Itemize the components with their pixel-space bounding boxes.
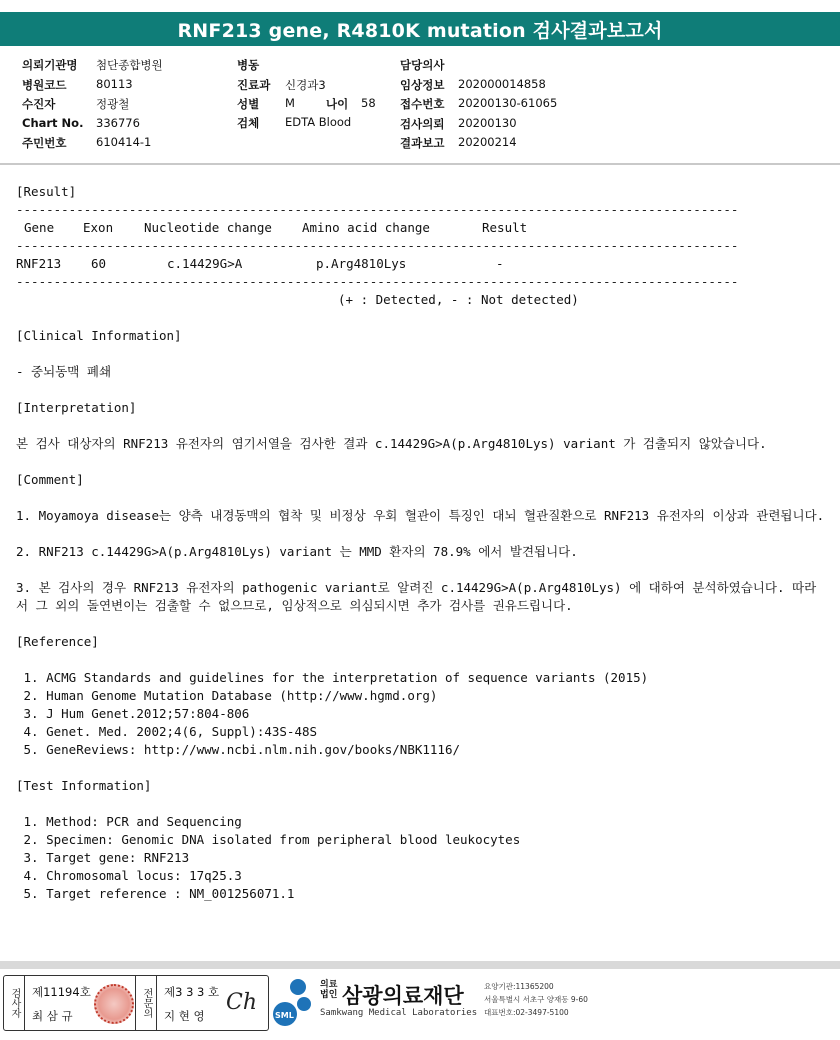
receipt-no-label: 접수번호 [400, 97, 445, 111]
hospital-code-label: 병원코드 [22, 78, 67, 92]
resident-no-value: 610414-1 [96, 135, 152, 149]
specialist-name: 지 현 영 [164, 1009, 205, 1023]
request-date-value: 20200130 [458, 116, 517, 130]
header-divider [0, 163, 840, 165]
institution-value: 첨단종합병원 [96, 58, 163, 72]
clinical-info-label: 임상정보 [400, 78, 445, 92]
org-phone: 대표번호:02-3497-5100 [484, 1008, 569, 1017]
list-item: 3. 본 검사의 경우 RNF213 유전자의 pathogenic variant로 알려진 c.14429G>A(p.Arg4810Lys) 에 대하여 분석하였습니다. 따라서 그 외의 돌연변이는 검출할 수 없으므로, 임상적으로 의심되시면 추가 검사를 권유드립니다. [16, 580, 817, 613]
report-date-label: 결과보고 [400, 136, 445, 150]
col-gene-header: Gene [24, 220, 55, 235]
examiner-label: 검사자 [4, 976, 25, 1030]
result-table-rule-top: ------------------------------------------------------------------------------------------------ [16, 202, 739, 217]
org-name: 삼광의료재단 [342, 984, 464, 1008]
signature-mark: Ch [226, 990, 258, 1015]
org-code: 요양기관:11365200 [484, 982, 554, 991]
age-value: 58 [361, 96, 376, 110]
result-table-rule-bottom: ------------------------------------------------------------------------------------------------ [16, 274, 739, 289]
request-date-label: 검사의뢰 [400, 117, 445, 131]
result-legend: (+ : Detected, - : Not detected) [338, 292, 579, 307]
specimen-label: 검체 [237, 116, 260, 130]
list-item: 3. Target gene: RNF213 [16, 850, 190, 865]
list-item: 2. RNF213 c.14429G>A(p.Arg4810Lys) variant 는 MMD 환자의 78.9% 에서 발견됩니다. [16, 544, 578, 559]
examiner-name: 최 삼 규 [32, 1009, 73, 1023]
list-item: 4. Genet. Med. 2002;4(6, Suppl):43S-48S [16, 724, 318, 739]
patient-info-panel [0, 55, 840, 163]
table-row [16, 255, 826, 273]
test-info-heading: [Test Information] [16, 778, 152, 793]
signature-box [3, 975, 269, 1031]
list-item: 2. Specimen: Genomic DNA isolated from peripheral blood leukocytes [16, 832, 521, 847]
institution-label: 의뢰기관명 [22, 58, 78, 72]
resident-no-label: 주민번호 [22, 136, 67, 150]
result-table-rule-mid: ------------------------------------------------------------------------------------------------ [16, 238, 739, 253]
org-meta [484, 980, 588, 1019]
report-body [16, 183, 826, 903]
age-label: 나이 [326, 97, 349, 111]
specialist-label: 전문의 [135, 976, 157, 1030]
reference-heading: [Reference] [16, 634, 99, 649]
list-item: 1. ACMG Standards and guidelines for the interpretation of sequence variants (2015) [16, 670, 649, 685]
list-item: 4. Chromosomal locus: 17q25.3 [16, 868, 242, 883]
seal-stamp-icon [94, 984, 134, 1024]
chart-no-label: Chart No. [22, 116, 84, 130]
org-prefix-line1: 의료 [320, 980, 338, 990]
sex-label: 성별 [237, 97, 260, 111]
ward-label: 병동 [237, 58, 260, 72]
org-address: 서울특별시 서초구 양재동 9-60 [484, 995, 588, 1004]
list-item: 1. Moyamoya disease는 양측 내경동맥의 협착 및 비정상 우회 혈관이 특징인 대뇌 혈관질환으로 RNF213 유전자의 이상과 관련됩니다. [16, 508, 825, 523]
comment-heading: [Comment] [16, 472, 84, 487]
nucleotide-cell: c.14429G>A [167, 256, 243, 271]
specialist-license: 제3 3 3 호 [164, 985, 220, 999]
list-item: 5. Target reference : NM_001256071.1 [16, 886, 295, 901]
department-label: 진료과 [237, 78, 271, 92]
report-title: RNF213 gene, R4810K mutation 검사결과보고서 [0, 12, 840, 46]
org-prefix [320, 980, 337, 1000]
result-heading: [Result] [16, 184, 77, 199]
col-result-header: Result [482, 220, 528, 235]
footer-divider [0, 961, 840, 969]
result-cell: - [496, 256, 504, 271]
sml-logo-icon [271, 978, 315, 1026]
report-footer [0, 972, 840, 1040]
interpretation-heading: [Interpretation] [16, 400, 137, 415]
doctor-label: 담당의사 [400, 58, 445, 72]
department-value: 신경과3 [285, 78, 326, 92]
examiner-license: 제11194호 [32, 985, 91, 999]
interpretation-text: 본 검사 대상자의 RNF213 유전자의 염기서열을 검사한 결과 c.14429G>A(p.Arg4810Lys) variant 가 검출되지 않았습니다. [16, 436, 767, 451]
hospital-code-value: 80113 [96, 77, 133, 91]
col-amino-acid-header: Amino acid change [302, 220, 430, 235]
specimen-value: EDTA Blood [285, 115, 352, 129]
sml-logo-text: SML [275, 1011, 294, 1020]
report-date-value: 20200214 [458, 135, 517, 149]
patient-label: 수진자 [22, 97, 56, 111]
exon-cell: 60 [91, 256, 107, 271]
list-item: 3. J Hum Genet.2012;57:804-806 [16, 706, 250, 721]
col-exon-header: Exon [83, 220, 114, 235]
chart-no-value: 336776 [96, 116, 140, 130]
receipt-no-value: 20200130-61065 [458, 96, 558, 110]
clinical-text: - 중뇌동맥 폐쇄 [16, 364, 112, 379]
list-item: 1. Method: PCR and Sequencing [16, 814, 242, 829]
sex-value: M [285, 96, 295, 110]
clinical-heading: [Clinical Information] [16, 328, 182, 343]
patient-value: 정광철 [96, 97, 130, 111]
col-nucleotide-header: Nucleotide change [144, 220, 272, 235]
list-item: 5. GeneReviews: http://www.ncbi.nlm.nih.gov/books/NBK1116/ [16, 742, 461, 757]
gene-cell: RNF213 [16, 256, 62, 271]
list-item: 2. Human Genome Mutation Database (http://www.hgmd.org) [16, 688, 438, 703]
result-table-header [16, 219, 826, 237]
org-english-name: Samkwang Medical Laboratories [320, 1008, 478, 1018]
clinical-info-value: 202000014858 [458, 77, 546, 91]
amino-acid-cell: p.Arg4810Lys [316, 256, 407, 271]
org-prefix-line2: 법인 [320, 990, 338, 1000]
